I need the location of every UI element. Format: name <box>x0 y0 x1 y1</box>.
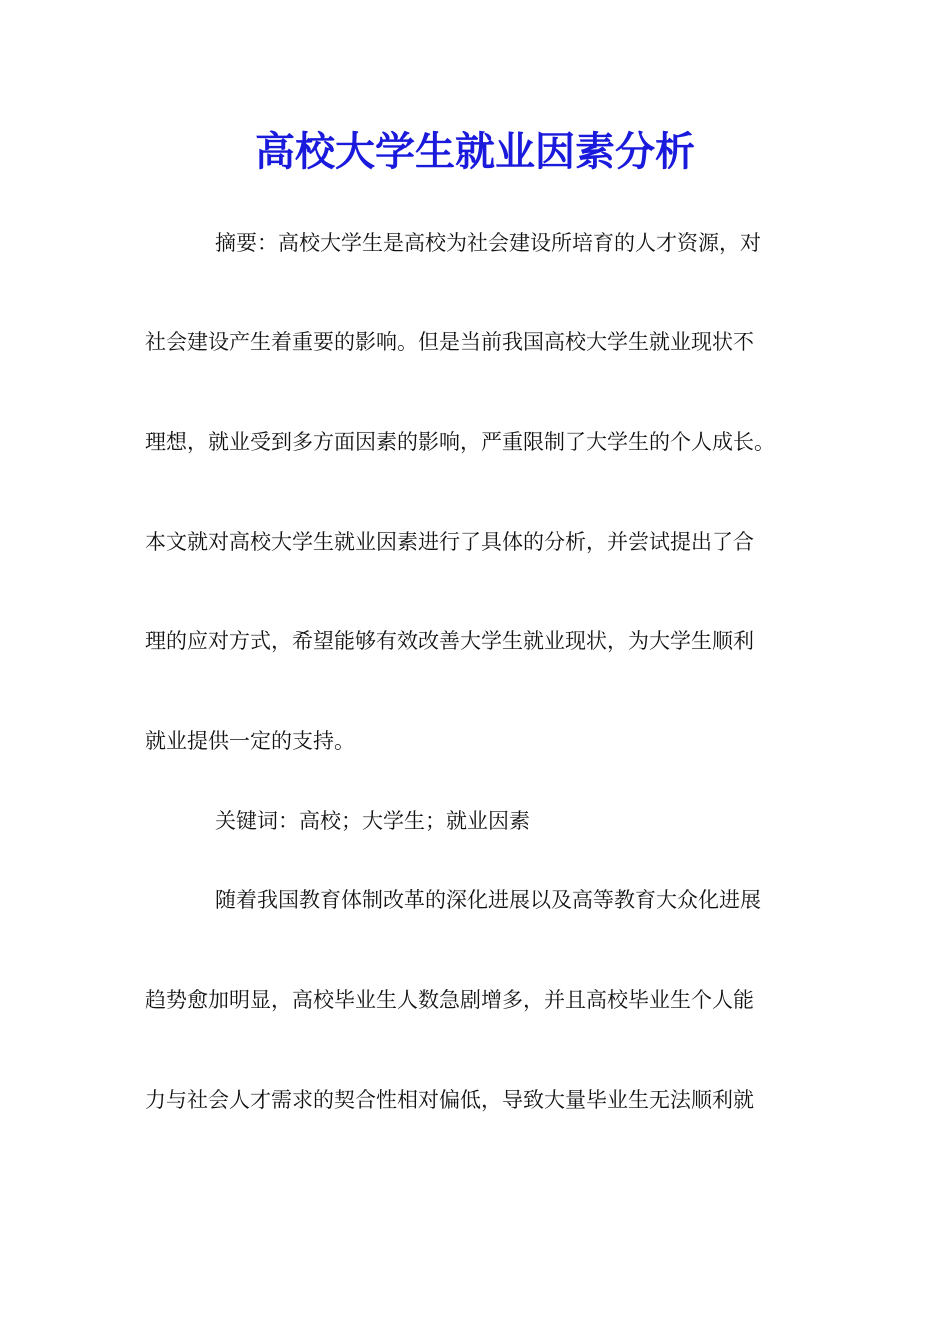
body-line: 力与社会人才需求的契合性相对偏低，导致大量毕业生无法顺利就 <box>145 1088 754 1112</box>
keywords-line: 关键词：高校；大学生；就业因素 <box>215 809 530 833</box>
document-title: 高校大学生就业因素分析 <box>255 128 695 175</box>
abstract-line: 理想，就业受到多方面因素的影响，严重限制了大学生的个人成长。 <box>145 430 775 454</box>
abstract-line: 社会建设产生着重要的影响。但是当前我国高校大学生就业现状不 <box>145 330 754 354</box>
abstract-line: 就业提供一定的支持。 <box>145 729 355 753</box>
abstract-line: 摘要：高校大学生是高校为社会建设所培育的人才资源，对 <box>215 231 761 255</box>
abstract-line: 本文就对高校大学生就业因素进行了具体的分析，并尝试提出了合 <box>145 530 754 554</box>
body-line: 随着我国教育体制改革的深化进展以及高等教育大众化进展 <box>215 888 761 912</box>
body-line: 趋势愈加明显，高校毕业生人数急剧增多，并且高校毕业生个人能 <box>145 988 754 1012</box>
abstract-line: 理的应对方式，希望能够有效改善大学生就业现状，为大学生顺利 <box>145 629 754 653</box>
